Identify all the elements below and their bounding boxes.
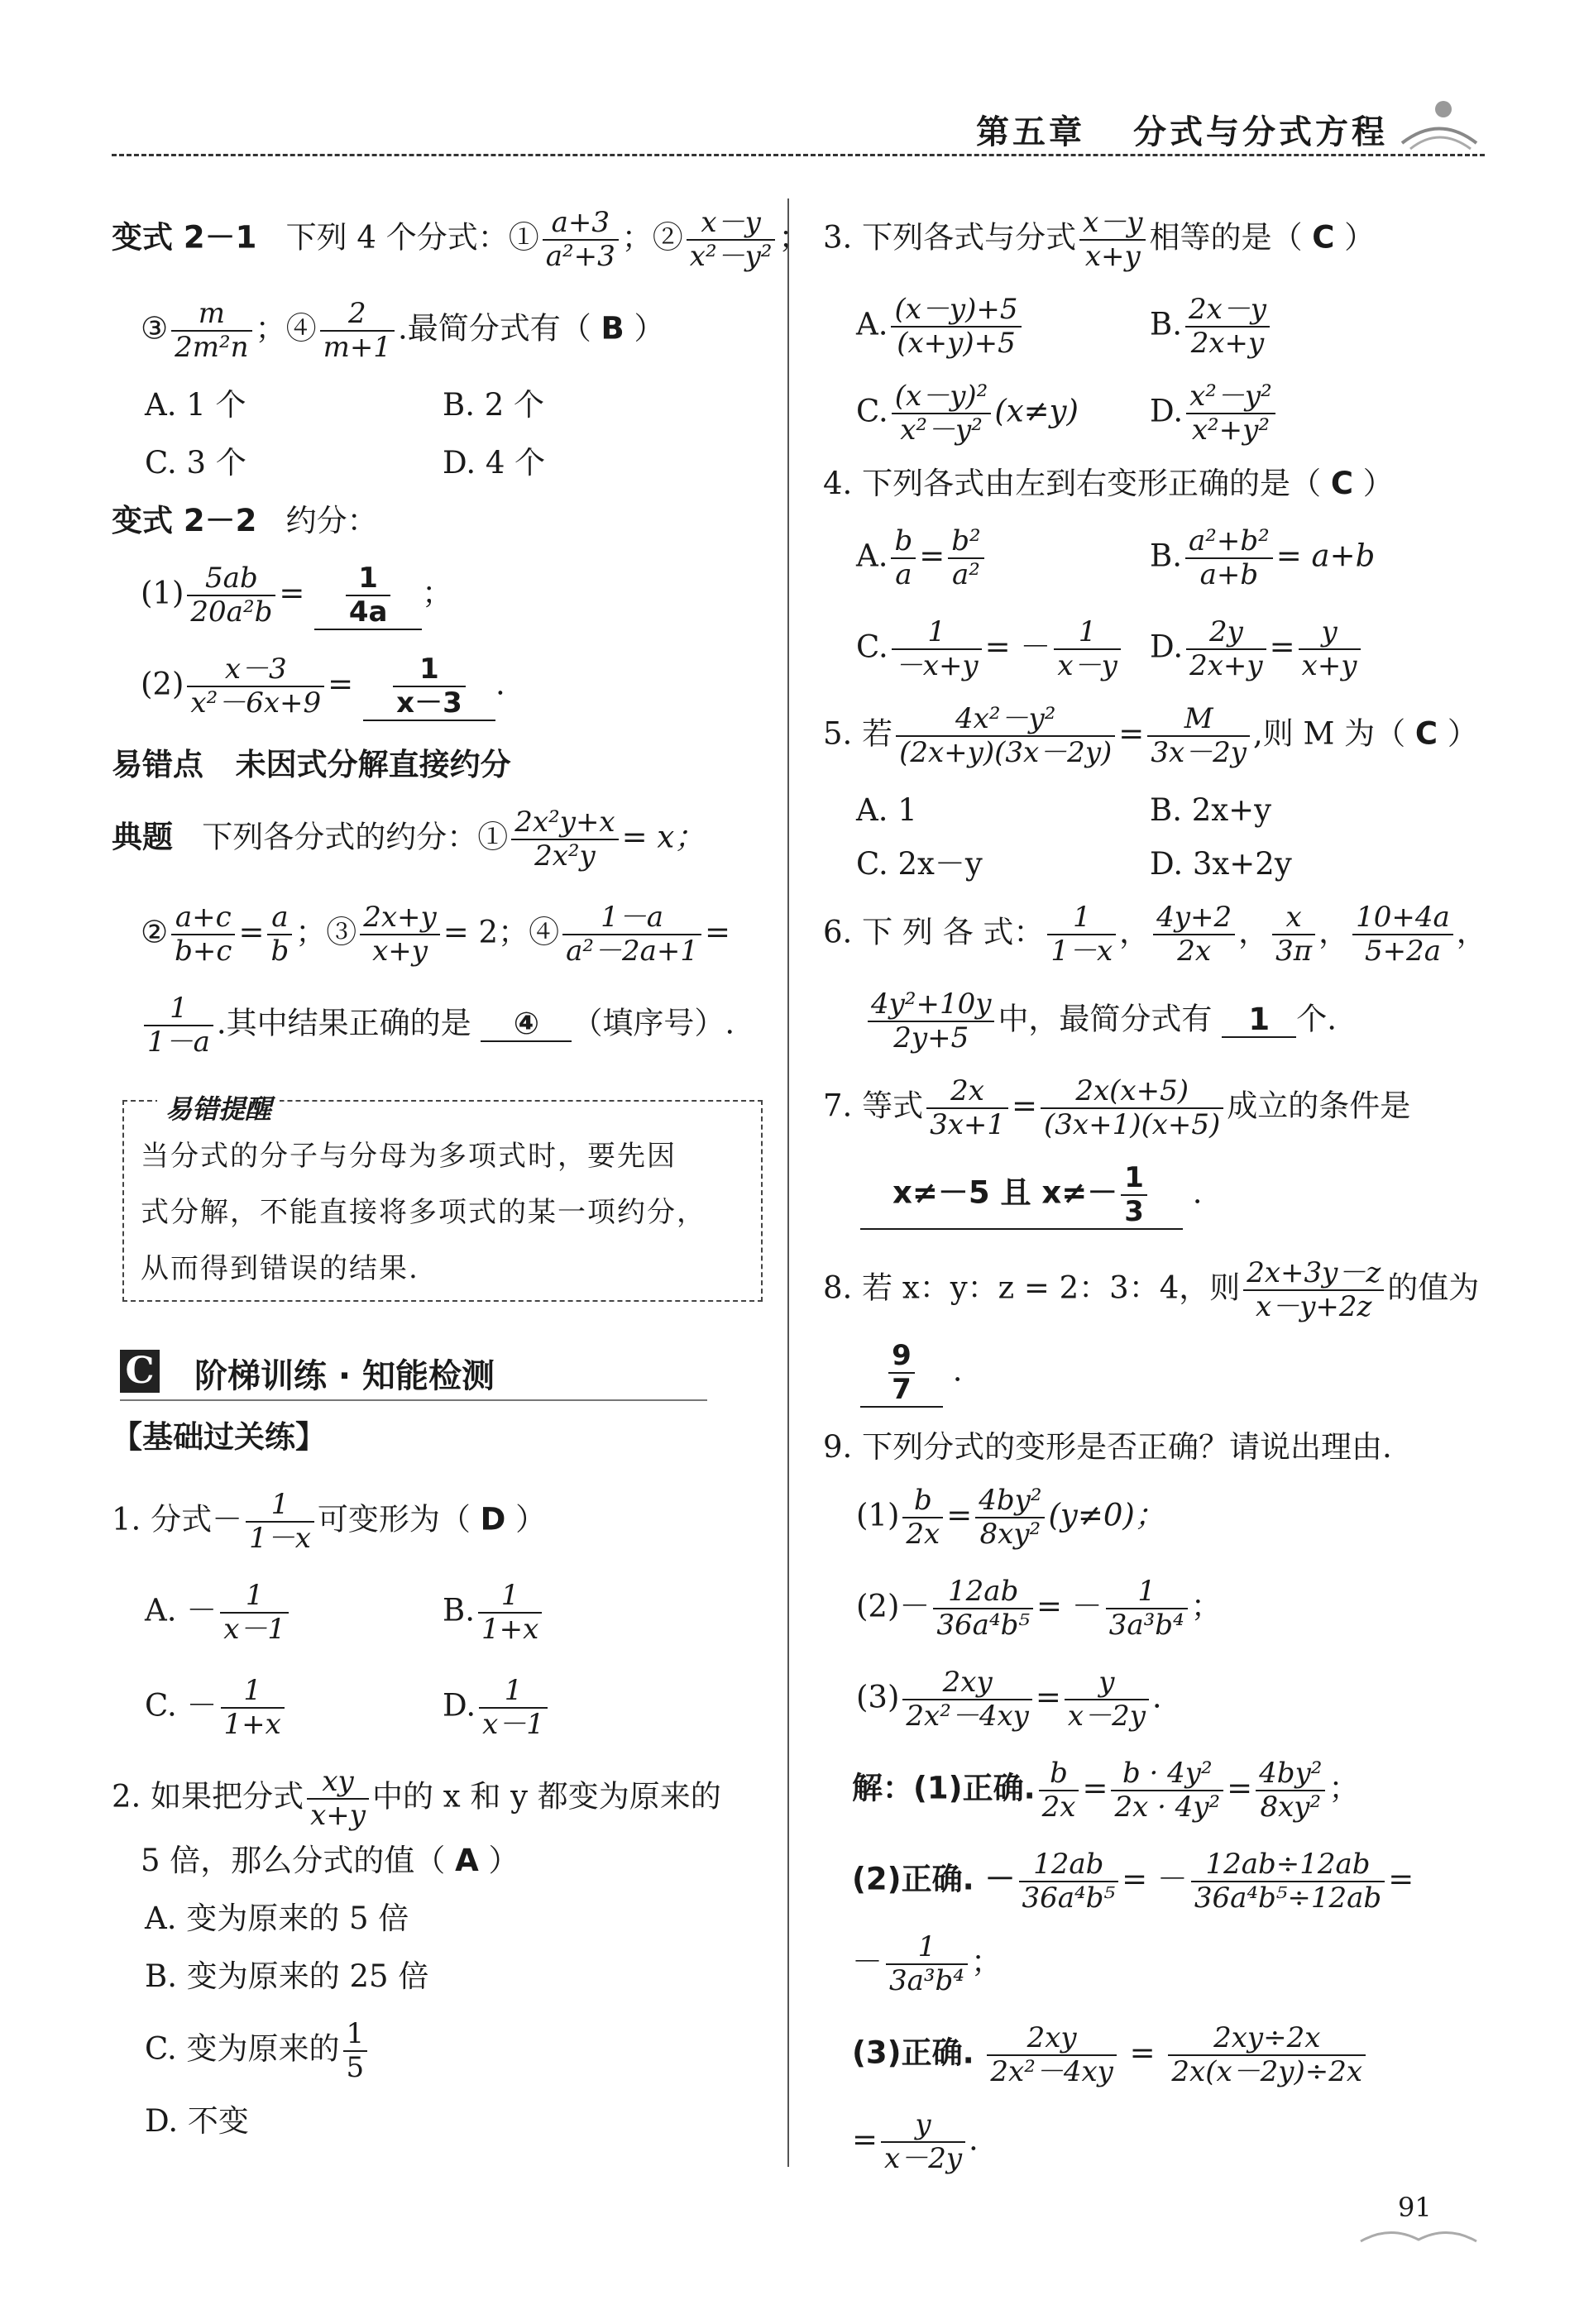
tip-line1: 当分式的分子与分母为多项式时，要先因: [141, 1140, 677, 1173]
q6-line2: $\frac{\text{4y²+10y}}{2y+5}$ 中，最简分式有 1 个.: [864, 988, 1337, 1054]
variant-2-1-opt-a: A. 1 个: [145, 387, 246, 423]
q2-opt-c: C. 变为原来的 $\frac{1}{5}$: [145, 2018, 371, 2084]
q2-stem: 2. 如果把分式 $\frac{xy}{x+y}$ 中的 x 和 y 都变为原来的: [112, 1765, 721, 1833]
typical-line3: $\frac{1}{1-a}$ .其中结果正确的是 ④ （填序号）.: [141, 992, 735, 1059]
q3-opt-d: D. $\frac{\text{x²－y²}}{\text{x²+y²}}$: [1150, 380, 1279, 447]
section-rule: [120, 1399, 707, 1401]
q9-solution-2: (2)正确. － $\frac{12ab}{\text{36a⁴b⁵}}$ = － $\frac{12ab\div 12ab}{\text{36a⁴b⁵÷12ab}}$ =: [852, 1848, 1414, 1915]
variant-2-2-heading: 变式 2－2 约分：: [112, 503, 378, 538]
q4-opt-d: D. $\frac{2y}{2x+y}$ = $\frac{y}{x+y}$: [1150, 616, 1364, 682]
q1-opt-b: B. $\frac{1}{1+x}$: [443, 1580, 545, 1646]
footer-ornament-icon: [1357, 2225, 1481, 2250]
tip-line2: 式分解，不能直接将多项式的某一项约分，: [141, 1196, 706, 1229]
q1-opt-d: D. $\frac{1}{x-1}$: [443, 1675, 551, 1741]
q4-opt-a: A. $\frac{b}{a}$ = $\frac{\text{b²}}{\text{a²}}$: [856, 525, 988, 591]
typical-answer: ④: [481, 1007, 572, 1043]
column-divider: [787, 198, 789, 2167]
variant-2-1-line2: ③ $\frac{m}{\text{2m²n}}$ ；④ $\frac{2}{m+1}$ .最简分式有（ B ）: [141, 297, 665, 365]
q3-opt-a: A. $\frac{(x-y)+5}{(x+y)+5}$: [856, 294, 1025, 360]
q2-opt-a: A. 变为原来的 5 倍: [145, 1901, 409, 1936]
variant-2-1-opt-b: B. 2 个: [443, 387, 545, 423]
q3-opt-b: B. $\frac{2x-y}{2x+y}$: [1150, 294, 1273, 360]
q9-solution-3b: = $\frac{y}{x-2y}$ .: [852, 2108, 979, 2176]
q9-solution-3: (3)正确. $\frac{2xy}{\text{2x²－4xy}}$ = $\frac{2xy\div 2x}{2x(x-2y)\div 2x}$: [852, 2022, 1369, 2088]
typical-line2: ② $\frac{a+c}{b+c}$ = $\frac{a}{b}$ ；③ $\frac{2x+y}{x+y}$ = 2；④ $\frac{1-a}{\text{a²－2a+1}}$ =: [141, 901, 731, 968]
q2-stem-line2: 5 倍，那么分式的值（ A ）: [141, 1843, 519, 1878]
q3-stem: 3. 下列各式与分式 $\frac{x-y}{x+y}$ 相等的是（ C ）: [823, 206, 1376, 274]
q9-part2: (2)－ $\frac{12ab}{\text{36a⁴b⁵}}$ = － $\frac{1}{\text{3a³b⁴}}$ ；: [856, 1575, 1222, 1643]
q9-solution-1: 解：(1)正确. $\frac{b}{2x}$ = $\frac{\text{b · 4y²}}{\text{2x · 4y²}}$ = $\frac{\text{4by²}}{\text{8xy²}}$ ；: [852, 1757, 1360, 1824]
variant-2-1-line1: 变式 2－1 下列 4 个分式：① $\frac{a+3}{\text{a²+3}}$ ；② $\frac{x-y}{\text{x²－y²}}$ ；: [112, 206, 810, 274]
q8-answer-line: $\frac{9}{7}$ .: [860, 1340, 963, 1408]
q7-answer-line: x≠－5 且 x≠－ $\frac{1}{3}$ .: [860, 1162, 1203, 1230]
variant-2-1-opt-c: C. 3 个: [145, 445, 246, 481]
error-point-heading: 易错点 未因式分解直接约分: [112, 747, 511, 782]
q5-opt-d: D. 3x+2y: [1150, 846, 1292, 882]
chapter-title: 分式与分式方程: [1133, 112, 1388, 151]
page-number: 91: [1398, 2192, 1432, 2223]
basic-practice-heading: 【基础过关练】: [112, 1419, 326, 1455]
header-ornament-icon: [1398, 98, 1481, 155]
variant-2-1-opt-d: D. 4 个: [443, 445, 546, 481]
q6-answer: 1: [1222, 1003, 1296, 1039]
q9-stem: 9. 下列分式的变形是否正确？请说出理由.: [823, 1429, 1392, 1465]
variant-2-2-part1: (1) $\frac{5ab}{\text{20a²b}}$ = $\frac{1}{4a}$ ；: [141, 562, 452, 630]
q4-stem: 4. 下列各式由左到右变形正确的是（ C ）: [823, 466, 1394, 501]
q1-stem: 1. 分式－ $\frac{1}{1-x}$ 可变形为（ D ）: [112, 1488, 547, 1556]
q2-opt-d: D. 不变: [145, 2103, 249, 2139]
header-rule: [112, 154, 1485, 156]
typical-line1: 典题 下列各分式的约分：① $\frac{\text{2x²y+x}}{\text{2x²y}}$ = x；: [112, 806, 706, 873]
q5-opt-c: C. 2x－y: [856, 846, 983, 882]
q7-stem: 7. 等式 $\frac{2x}{3x+1}$ = $\frac{2x(x+5)}{(3x+1)(x+5)}$ 成立的条件是: [823, 1074, 1411, 1142]
q3-opt-c: C. $\frac{\text{(x－y)²}}{\text{x²－y²}}$ (x≠y): [856, 380, 1079, 447]
q4-opt-c: C. $\frac{1}{-x+y}$ = － $\frac{1}{x-y}$: [856, 616, 1124, 682]
chapter-label: 第五章: [976, 112, 1085, 151]
q9-solution-2b: － $\frac{1}{\text{3a³b⁴}}$ ；: [852, 1930, 1002, 1998]
q5-opt-a: A. 1: [856, 792, 917, 828]
q1-opt-a: A. － $\frac{1}{x-1}$: [145, 1580, 292, 1646]
section-title: 阶梯训练 · 知能检测: [194, 1357, 495, 1395]
q2-opt-b: B. 变为原来的 25 倍: [145, 1958, 429, 1994]
q4-opt-b: B. $\frac{\text{a²+b²}}{a+b}$ = a+b: [1150, 524, 1376, 592]
q6-stem: 6. 下 列 各 式： $\frac{1}{1-x}$ ， $\frac{4y+2}{2x}$ ， $\frac{x}{3\pi}$ ， $\frac{10+4a}{5+2a}$ ，: [823, 901, 1487, 968]
q9-part1: (1) $\frac{b}{2x}$ = $\frac{\text{4by²}}{\text{8xy²}}$ (y≠0)；: [856, 1484, 1165, 1552]
q1-opt-c: C. － $\frac{1}{1+x}$: [145, 1675, 288, 1741]
variant-2-2-part2: (2) $\frac{x-3}{\text{x²－6x+9}}$ = $\frac{1}{x-3}$ .: [141, 653, 505, 721]
tip-title: 易错提醒: [157, 1088, 280, 1126]
q5-stem: 5. 若 $\frac{\text{4x²－y²}}{(2x+y)(3x-2y)}$ = $\frac{M}{3x-2y}$ ,则 M 为（ C ）: [823, 702, 1478, 770]
section-c-icon: C: [120, 1350, 160, 1393]
q9-part3: (3) $\frac{2xy}{\text{2x²－4xy}}$ = $\frac{y}{x-2y}$ .: [856, 1666, 1162, 1733]
q8-stem: 8. 若 x：y：z = 2：3：4，则 $\frac{2x+3y-z}{x-y+2z}$ 的值为: [823, 1256, 1480, 1324]
q5-opt-b: B. 2x+y: [1150, 792, 1272, 828]
tip-line3: 从而得到错误的结果.: [141, 1252, 419, 1285]
